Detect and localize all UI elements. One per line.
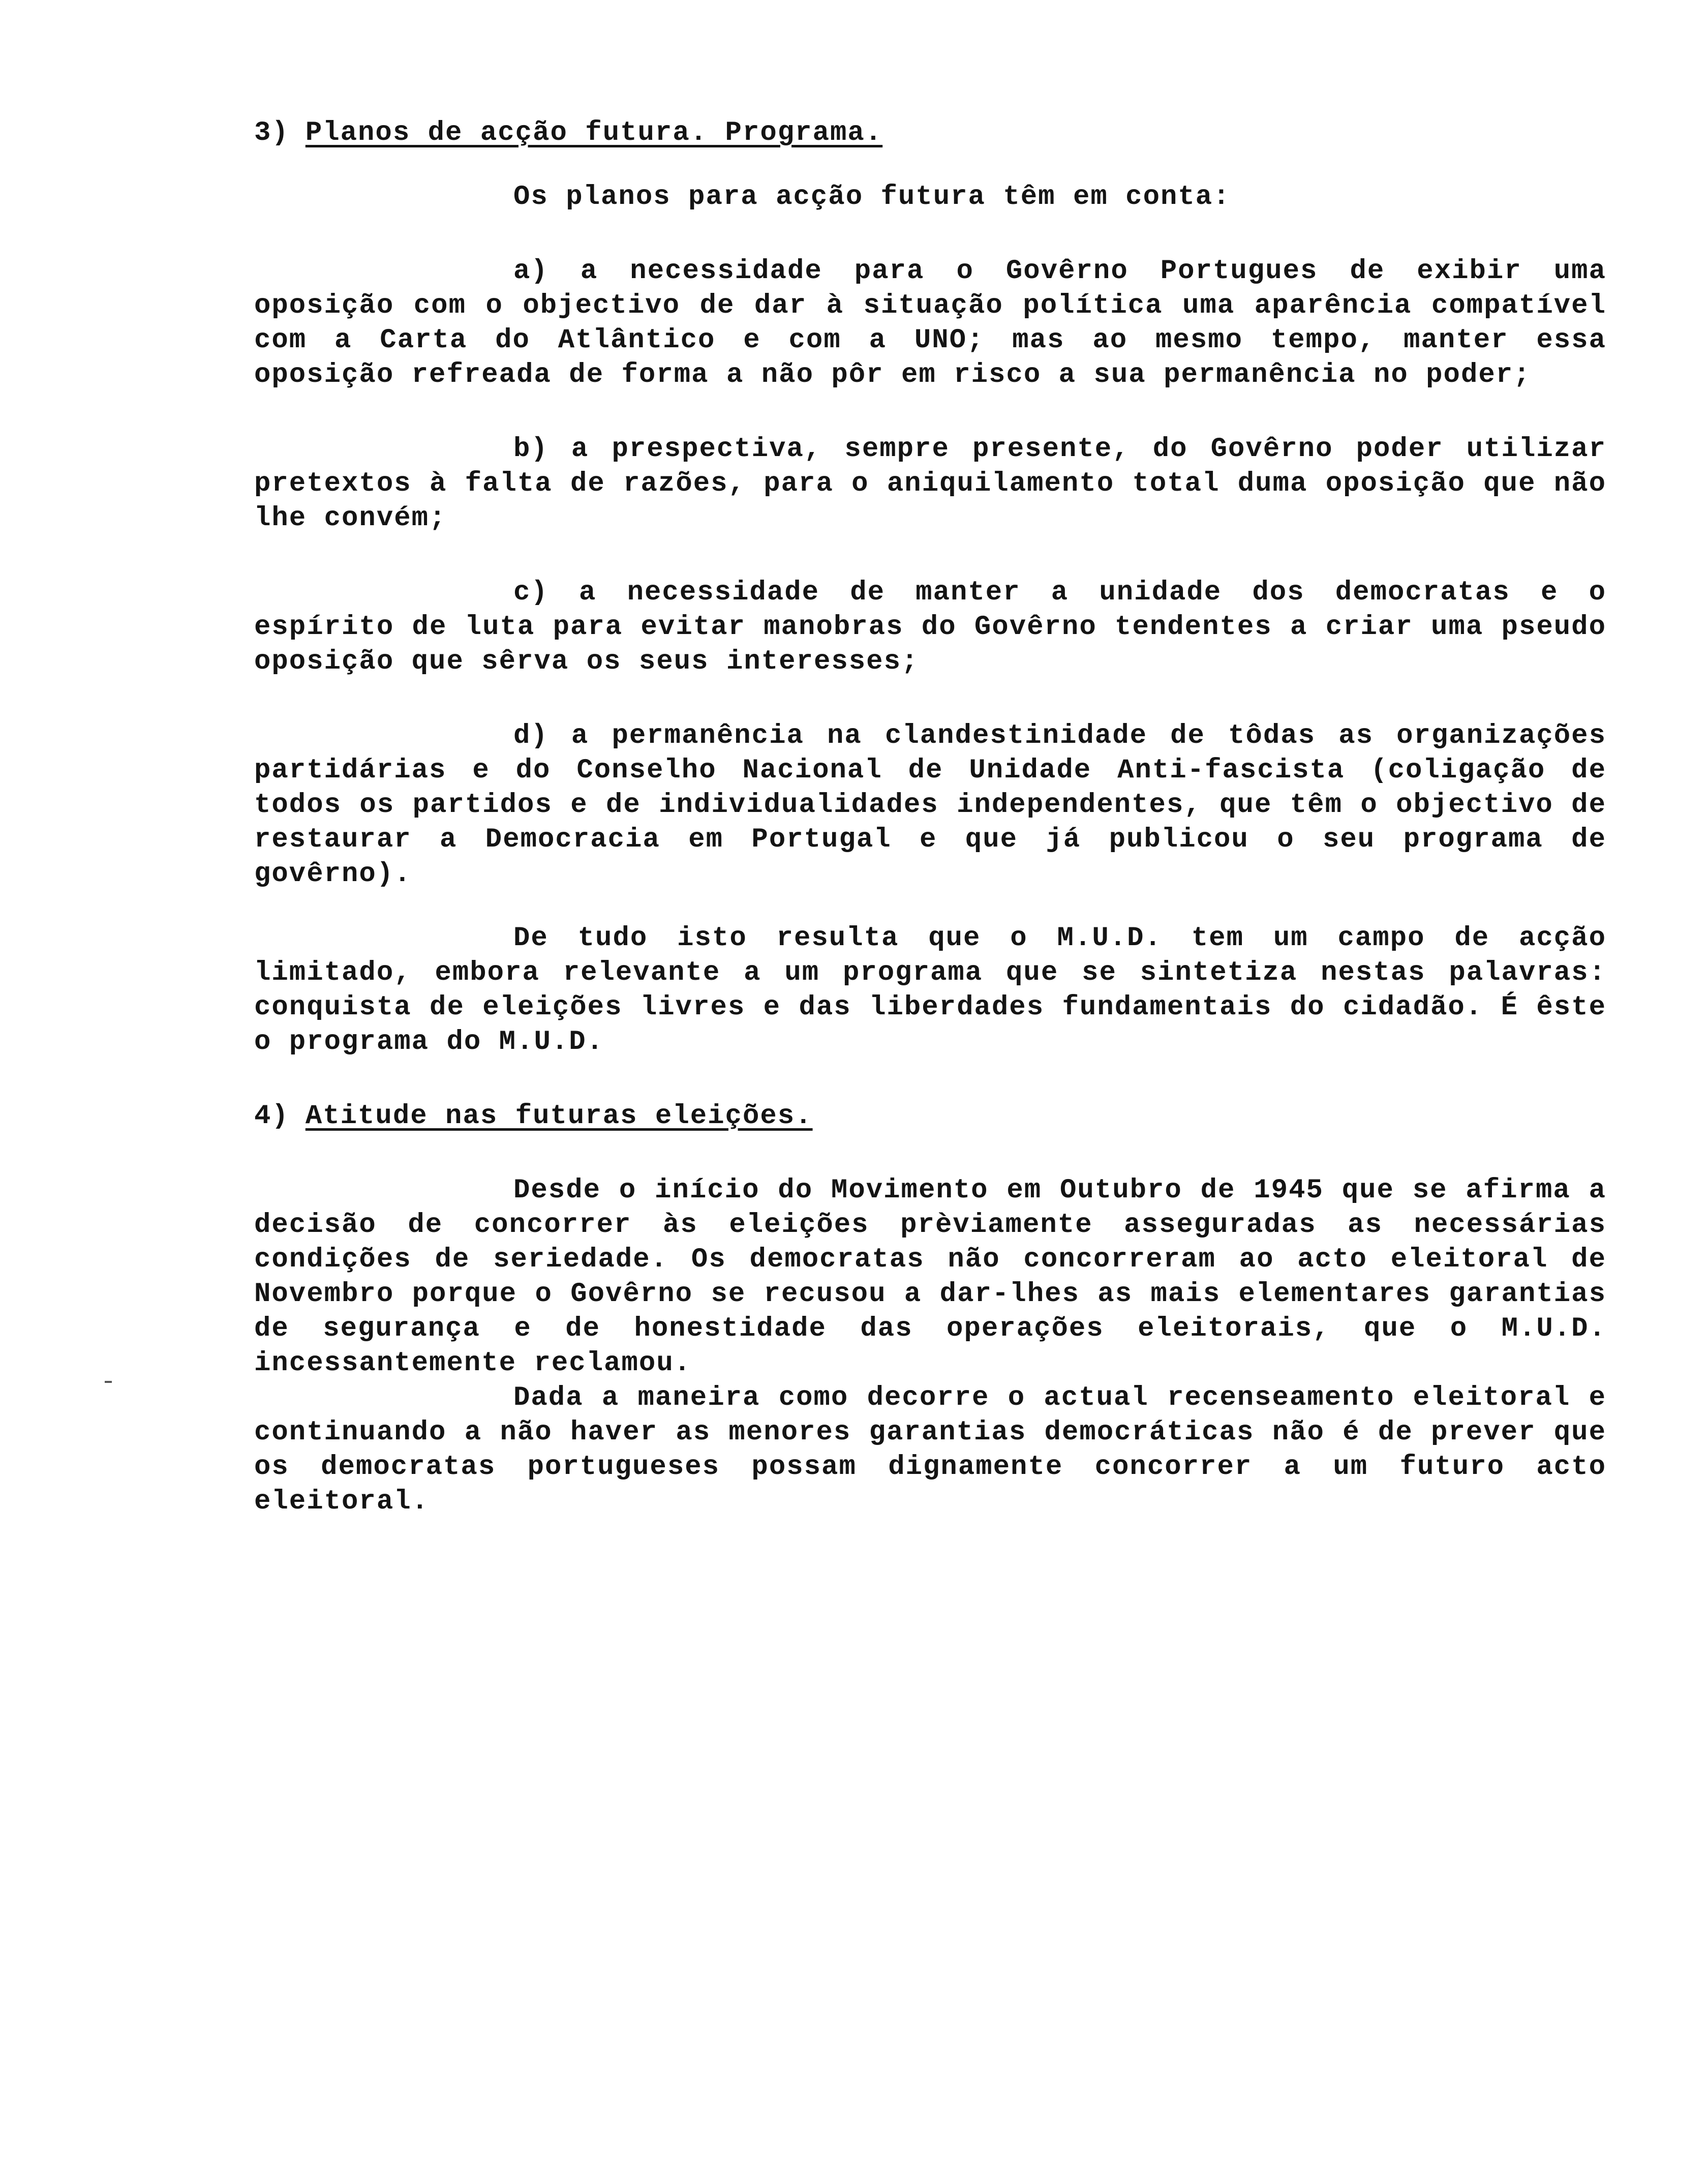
document-body	[254, 116, 1606, 1519]
section-3-heading	[254, 116, 1606, 150]
margin-mark	[105, 1381, 112, 1383]
section-4-title: Atitude nas futuras eleições.	[305, 1101, 813, 1132]
section-4-paragraph-1: Desde o início do Movimento em Outubro de 1945 que se afirma a decisão de concorrer às eleições prèviamente asseguradas as necessárias condições de seriedade. Os democratas não concorreram ao acto eleitoral de Novembro porque o Govêrno se recusou a dar-lhes as mais elementares garantias de segurança e de honestidade das operações eleitorais, que o M.U.D. incessantemente reclamou.	[254, 1175, 1606, 1379]
section-3-item-c: c) a necessidade de manter a unidade dos democratas e o espírito de luta para evitar manobras do Govêrno tendentes a criar uma pseudo oposição que sêrva os seus interesses;	[254, 577, 1606, 677]
section-3-title: Planos de acção futura. Programa.	[305, 117, 883, 148]
section-3-intro: Os planos para acção futura têm em conta:	[513, 182, 1231, 213]
section-3-item-d: d) a permanência na clandestinidade de tôdas as organizações partidárias e do Conselho Nacional de Unidade Anti-fascista (coligação de todos os partidos e de individualidades independentes, que têm o objectivo de restaurar a Democracia em Portugal e que já publicou o seu programa de govêrno).	[254, 720, 1606, 890]
section-3-item-b: b) a prespectiva, sempre presente, do Govêrno poder utilizar pretextos à falta de razões, para o aniquilamento total duma oposição que não lhe convém;	[254, 434, 1606, 534]
section-4-paragraph-2: Dada a maneira como decorre o actual recenseamento eleitoral e continuando a não haver as menores garantias democráticas não é de prever que os democratas portugueses possam dignamente concorrer a um futuro acto eleitoral.	[254, 1382, 1606, 1517]
section-4-number: 4)	[254, 1101, 289, 1132]
section-3-item-a: a) a necessidade para o Govêrno Portugues de exibir uma oposição com o objectivo de dar à situação política uma aparência compatível com a Carta do Atlântico e com a UNO; mas ao mesmo tempo, manter essa oposição refreada de forma a não pôr em risco a sua permanência no poder;	[254, 256, 1606, 390]
section-3-conclusion: De tudo isto resulta que o M.U.D. tem um campo de acção limitado, embora relevante a um programa que se sintetiza nestas palavras: conquista de eleições livres e das liberdades fundamentais do cidadão. É êste o programa do M.U.D.	[254, 923, 1606, 1058]
section-4-heading	[254, 1099, 1606, 1134]
section-3-number: 3)	[254, 117, 289, 148]
